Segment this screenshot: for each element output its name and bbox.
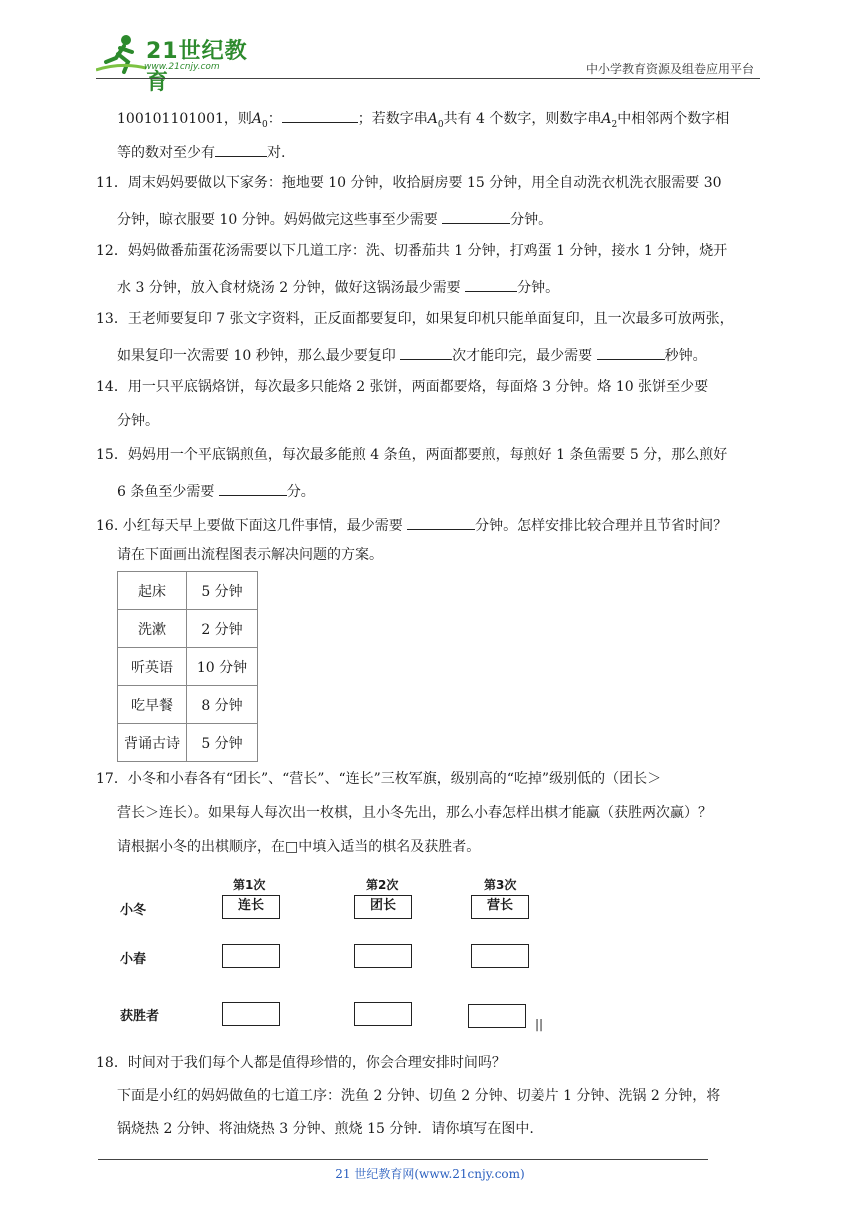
answer-blank[interactable] xyxy=(442,207,510,224)
q10-line1: 100101101001，则$A_0$： ；若数字串$A_0$共有 4 个数字，则数字串$A_2$中相邻两个数字相 xyxy=(117,106,729,135)
logo-url: www.21cnjy.com xyxy=(144,62,220,72)
q12-line2: 水 3 分钟，放入食材烧汤 2 分钟，做好这锅汤最少需要 分钟。 xyxy=(117,275,559,298)
answer-blank[interactable] xyxy=(597,343,665,360)
answer-blank[interactable] xyxy=(465,275,517,292)
xiaochun-box-1[interactable] xyxy=(222,944,280,968)
page-header xyxy=(96,30,760,95)
logo xyxy=(96,32,266,95)
round-1-label: 第1次 xyxy=(233,878,266,892)
platform-name: 中小学教育资源及组卷应用平台 xyxy=(585,62,754,76)
answer-blank[interactable] xyxy=(407,513,475,530)
q13-line2: 如果复印一次需要 10 秒钟，那么最少要复印 次才能印完，最少需要 秒钟。 xyxy=(117,343,707,366)
q16-line1: 16. 小红每天早上要做下面这几件事情，最少需要 分钟。怎样安排比较合理并且节省时间？ xyxy=(96,513,727,536)
q17-line1: 17．小冬和小春各有“团长”、“营长”、“连长”三枚军旗，级别高的“吃掉”级别低的（团长＞ xyxy=(96,771,662,787)
q16-line2: 请在下面画出流程图表示解决问题的方案。 xyxy=(117,547,383,563)
winner-box-2[interactable] xyxy=(354,1002,412,1026)
q18-line1: 18．时间对于我们每个人都是值得珍惜的，你会合理安排时间吗？ xyxy=(96,1055,506,1071)
row-label-xiaodong: 小冬 xyxy=(120,903,147,918)
q15-line2: 6 条鱼至少需要 分。 xyxy=(117,479,315,502)
q18-line2: 下面是小红的妈妈做鱼的七道工序：洗鱼 2 分钟、切鱼 2 分钟、切姜片 1 分钟、洗锅 2 分钟，将 xyxy=(117,1088,721,1104)
xiaochun-box-2[interactable] xyxy=(354,944,412,968)
table-row: 吃早餐 8 分钟 xyxy=(118,686,258,724)
row-label-winner: 获胜者 xyxy=(120,1009,160,1024)
runner-logo-icon xyxy=(96,32,146,76)
q14-line1: 14．用一只平底锅烙饼，每次最多只能烙 2 张饼，两面都要烙，每面烙 3 分钟。烙 10 张饼至少要 xyxy=(96,379,709,395)
winner-box-1[interactable] xyxy=(222,1002,280,1026)
table-row: 听英语 10 分钟 xyxy=(118,648,258,686)
logo-text: 21世纪教育 xyxy=(146,39,248,95)
q11-line2: 分钟，晾衣服要 10 分钟。妈妈做完这些事至少需要 分钟。 xyxy=(117,207,552,230)
answer-blank[interactable] xyxy=(215,140,267,157)
xiaodong-move-3: 营长 xyxy=(471,895,529,919)
table-row: 起床 5 分钟 xyxy=(118,572,258,610)
q11-line1: 11．周末妈妈要做以下家务：拖地要 10 分钟，收拾厨房要 15 分钟，用全自动洗衣机洗衣服需要 30 xyxy=(96,175,722,191)
row-label-xiaochun: 小春 xyxy=(120,952,147,967)
q12-line1: 12．妈妈做番茄蛋花汤需要以下几道工序：洗、切番茄共 1 分钟，打鸡蛋 1 分钟，接水 1 分钟，烧开 xyxy=(96,243,728,259)
answer-blank[interactable] xyxy=(400,343,452,360)
q10-line2: 等的数对至少有 对. xyxy=(117,140,285,163)
winner-box-3[interactable] xyxy=(468,1004,526,1028)
round-3-label: 第3次 xyxy=(484,878,517,892)
table-row: 洗漱 2 分钟 xyxy=(118,610,258,648)
xiaochun-box-3[interactable] xyxy=(471,944,529,968)
q18-line3: 锅烧热 2 分钟、将油烧热 3 分钟、煎烧 15 分钟．请你填写在图中. xyxy=(117,1121,534,1137)
task-table xyxy=(117,571,258,762)
table-row: 背诵古诗 5 分钟 xyxy=(118,724,258,762)
stray-mark: || xyxy=(535,1017,544,1031)
header-divider xyxy=(96,78,760,79)
footer-divider xyxy=(98,1159,708,1160)
q14-line2: 分钟。 xyxy=(117,413,159,429)
round-2-label: 第2次 xyxy=(366,878,399,892)
q17-line2: 营长＞连长）。如果每人每次出一枚棋，且小冬先出，那么小春怎样出棋才能赢（获胜两次赢）？ xyxy=(117,805,712,821)
q15-line1: 15．妈妈用一个平底锅煎鱼，每次最多能煎 4 条鱼，两面都要煎，每煎好 1 条鱼需要 5 分，那么煎好 xyxy=(96,447,728,463)
q13-line1: 13．王老师要复印 7 张文字资料，正反面都要复印，如果复印机只能单面复印，且一次最多可放两张， xyxy=(96,311,734,327)
xiaodong-move-1: 连长 xyxy=(222,895,280,919)
page-footer: 21 世纪教育网(www.21cnjy.com) xyxy=(335,1167,525,1181)
xiaodong-move-2: 团长 xyxy=(354,895,412,919)
answer-blank[interactable] xyxy=(219,479,287,496)
q17-line3: 请根据小冬的出棋顺序，在□中填入适当的棋名及获胜者。 xyxy=(117,839,481,855)
answer-blank[interactable] xyxy=(282,106,358,123)
